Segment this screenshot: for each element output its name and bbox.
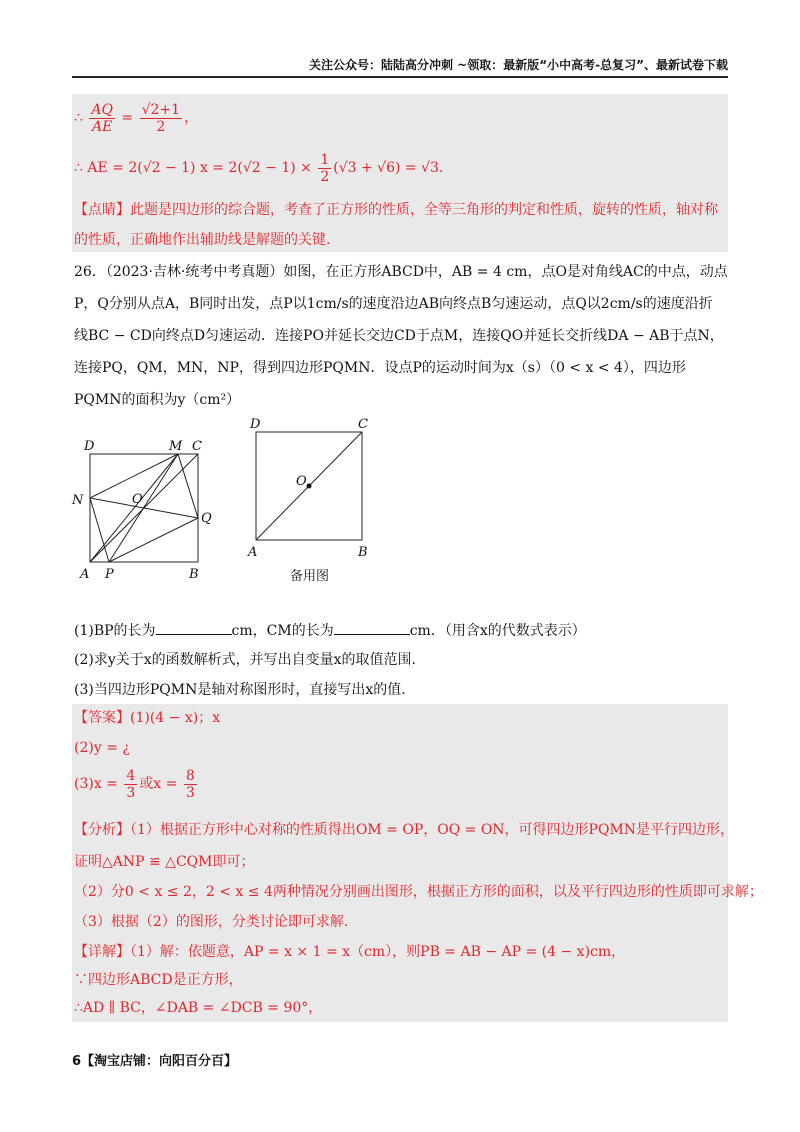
figure-caption: 备用图 <box>290 569 330 584</box>
problem-line-2: P，Q分别从点A，B同时出发，点P以1cm/s的速度沿边AB向终点B匀速运动，点Q以2cm/s的速度沿折 <box>74 296 713 312</box>
label-m: M <box>169 439 183 454</box>
label-b: B <box>189 567 199 582</box>
analysis-line-4: （3）根据（2）的图形，分类讨论即可求解. <box>74 914 349 930</box>
detail-line-3: ∴AD ∥ BC，∠DAB = ∠DCB = 90°， <box>74 1000 323 1016</box>
figure-backup-square <box>240 408 380 588</box>
label-c2: C <box>358 417 368 432</box>
analysis-line-2: 证明△ANP ≌ △CQM即可； <box>74 854 255 870</box>
equation-ratio: ∴ $\frac{AQ}{AE}$ = $\frac{√2+1}{2}$ ， <box>74 101 199 135</box>
problem-line-1: 26．（2023·吉林·统考中考真题）如图，在正方形ABCD中，AB = 4 cm，点O是对角线AC的中点，动点 <box>74 264 728 280</box>
answer-blank-1[interactable] <box>156 620 232 635</box>
question-2: (2)求y关于x的函数解析式，并写出自变量x的取值范围. <box>74 652 416 668</box>
detail-line-1: 【详解】（1）解：依题意，AP = x × 1 = x（cm），则PB = AB − AP = (4 − x)cm， <box>74 944 626 960</box>
question-3: (3)当四边形PQMN是轴对称图形时，直接写出x的值. <box>74 682 406 698</box>
problem-line-5: PQMN的面积为y（cm²） <box>74 392 241 408</box>
answer-1: 【答案】(1)(4 − x)；x <box>74 710 221 726</box>
comment-line-1: 【点睛】此题是四边形的综合题，考查了正方形的性质，全等三角形的判定和性质，旋转的性质，轴对称 <box>74 202 718 218</box>
label-o2: O <box>296 474 307 489</box>
comment-line-2: 的性质，正确地作出辅助线是解题的关键. <box>74 232 331 248</box>
problem-line-4: 连接PQ，QM，MN，NP，得到四边形PQMN．设点P的运动时间为x（s）（0 < x < 4），四边形 <box>74 360 686 376</box>
problem-line-3: 线BC − CD向终点D匀速运动．连接PO并延长交边CD于点M，连接QO并延长交折线DA − AB于点N， <box>74 328 724 344</box>
page-footer: 6【淘宝店铺：向阳百分百】 <box>72 1054 238 1069</box>
label-d: D <box>84 439 95 454</box>
question-1: (1)BP的长为 cm，CM的长为 cm．（用含x的代数式表示） <box>74 620 586 641</box>
label-a: A <box>80 567 90 582</box>
label-c: C <box>192 439 202 454</box>
label-q: Q <box>201 511 212 526</box>
analysis-line-1: 【分析】（1）根据正方形中心对称的性质得出OM = OP，OQ = ON，可得四边形PQMN是平行四边形， <box>74 822 735 838</box>
answer-blank-2[interactable] <box>334 620 410 635</box>
label-b2: B <box>358 545 368 560</box>
analysis-line-3: （2）分0 < x ≤ 2，2 < x ≤ 4两种情况分别画出图形，根据正方形的面积，以及平行四边形的性质即可求解； <box>74 884 763 900</box>
detail-line-2: ∵四边形ABCD是正方形， <box>74 972 243 988</box>
label-o: O <box>132 492 143 507</box>
label-a2: A <box>248 545 258 560</box>
label-n: N <box>72 493 84 508</box>
answer-3: (3)x = $\frac{4}{3}$ 或x = $\frac{8}{3}$ <box>74 767 195 801</box>
figure-square-pqmn <box>66 430 226 590</box>
label-p: P <box>105 567 114 582</box>
equation-ae: ∴ AE = 2(√2 − 1) x = 2(√2 − 1) × $\frac{1}{2}$ (√3 + √6) = √3. <box>74 151 444 185</box>
answer-2: (2)y = ¿ <box>74 740 130 756</box>
label-d2: D <box>250 417 261 432</box>
page-header: 关注公众号：陆陆高分冲刺 ~领取：最新版“小中高考-总复习”、最新试卷下载 <box>72 56 728 78</box>
